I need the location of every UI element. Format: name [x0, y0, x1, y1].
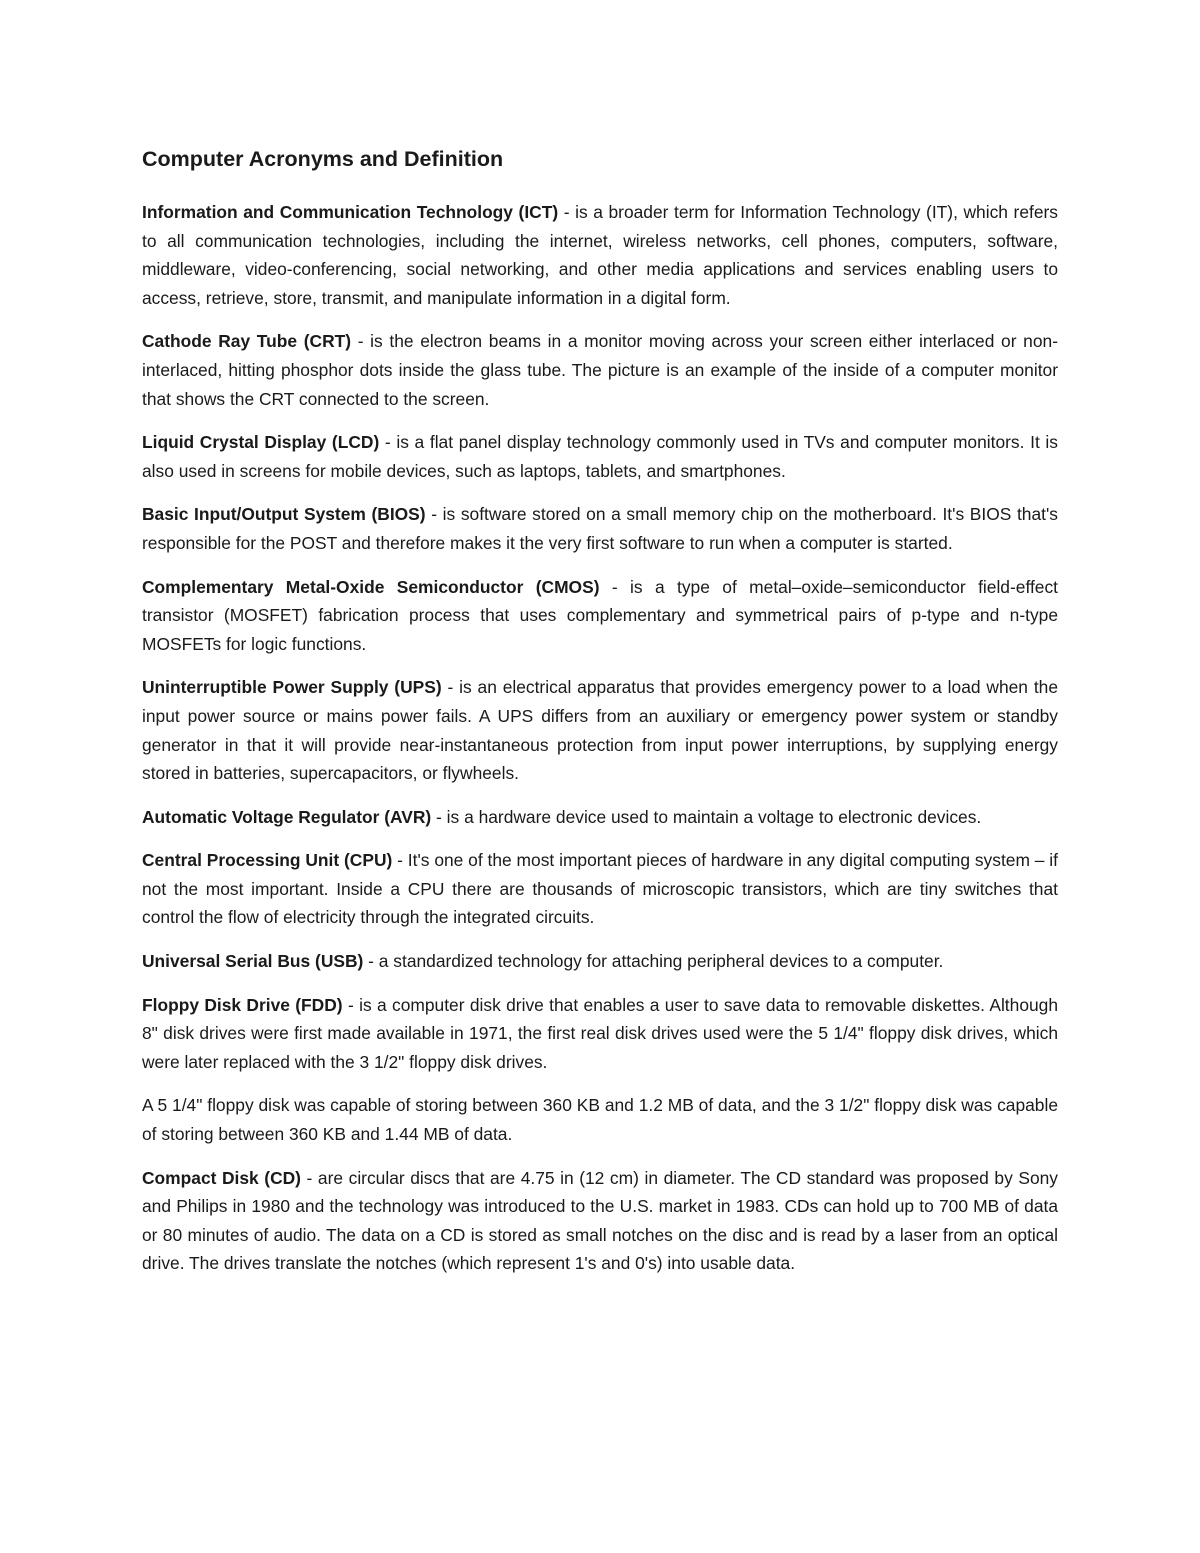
entry-cpu: [142, 846, 1058, 932]
entry-definition: - a standardized technology for attaching peripheral devices to a computer.: [363, 951, 944, 972]
entry-term: Central Processing Unit (CPU): [142, 850, 393, 871]
entry-crt: [142, 327, 1058, 413]
entry-usb: [142, 947, 1058, 976]
entry-term: Universal Serial Bus (USB): [142, 951, 364, 972]
entry-definition: - is the electron beams in a monitor moving across your screen either interlaced or non-interlaced, hitting phosphor dots inside the glass tube. The picture is an example of the inside of a computer monitor that shows the CRT connected to the screen.: [142, 331, 1058, 409]
entry-definition: - is a broader term for Information Technology (IT), which refers to all communication technologies, including the internet, wireless networks, cell phones, computers, software, middleware, video-conferencing, social networking, and other media applications and services enabling users to access, retrieve, store, transmit, and manipulate information in a digital form.: [142, 202, 1058, 308]
entry-definition: - is software stored on a small memory chip on the motherboard. It's BIOS that's responsible for the POST and therefore makes it the very first software to run when a computer is started.: [142, 504, 1058, 553]
entry-definition: - is a computer disk drive that enables a user to save data to removable diskettes. Although 8" disk drives were first made available in 1971, the first real disk drives used were the 5 1/4" floppy disk drives, which were later replaced with the 3 1/2" floppy disk drives.: [142, 994, 1059, 1072]
entry-term: Floppy Disk Drive (FDD): [142, 994, 343, 1015]
entry-definition: - is an electrical apparatus that provides emergency power to a load when the input power source or mains power fails. A UPS differs from an auxiliary or emergency power system or standby generator in that it will provide near-instantaneous protection from input power interruptions, by supplying energy stored in batteries, supercapacitors, or flywheels.: [142, 677, 1058, 784]
entry-definition: A 5 1/4" floppy disk was capable of storing between 360 KB and 1.2 MB of data, and the 3 1/2" floppy disk was capable of storing between 360 KB and 1.44 MB of data.: [142, 1095, 1058, 1145]
entry-definition: - It's one of the most important pieces of hardware in any digital computing system – if not the most important. Inside a CPU there are thousands of microscopic transistors, which are tiny switches that control the flow of electricity through the integrated circuits.: [142, 850, 1058, 928]
entry-term: Cathode Ray Tube (CRT): [142, 331, 352, 352]
document-title: Computer Acronyms and Definition: [142, 147, 504, 171]
entry-term: Information and Communication Technology (ICT): [142, 202, 559, 222]
entry-term: Complementary Metal-Oxide Semiconductor (CMOS): [142, 576, 600, 597]
entry-definition: - is a type of metal–oxide–semiconductor field-effect transistor (MOSFET) fabrication process that uses complementary and symmetrical pairs of p-type and n-type MOSFETs for logic functions.: [142, 576, 1058, 654]
entry-floppy-capacity: [142, 1091, 1058, 1148]
entry-bios: [142, 500, 1058, 557]
entry-cmos: [142, 573, 1058, 659]
entry-fdd: [142, 991, 1058, 1077]
entry-avr: [142, 803, 1058, 832]
entry-cd: [142, 1164, 1058, 1278]
entry-definition: - are circular discs that are 4.75 in (12 cm) in diameter. The CD standard was proposed by Sony and Philips in 1980 and the technology was introduced to the U.S. market in 1983. CDs can hold up to 700 MB of data or 80 minutes of audio. The data on a CD is stored as small notches on the disc and is read by a laser from an optical drive. The drives translate the notches (which represent 1's and 0's) into usable data.: [142, 1167, 1058, 1274]
document-page: [142, 142, 1058, 1293]
entry-definition: - is a flat panel display technology commonly used in TVs and computer monitors. It is also used in screens for mobile devices, such as laptops, tablets, and smartphones.: [142, 432, 1058, 481]
entry-ups: [142, 673, 1058, 787]
entry-term: Basic Input/Output System (BIOS): [142, 504, 426, 525]
entry-lcd: [142, 428, 1058, 485]
entry-ict: [142, 198, 1058, 312]
entry-definition: - is a hardware device used to maintain a voltage to electronic devices.: [431, 806, 982, 827]
entry-term: Automatic Voltage Regulator (AVR): [142, 806, 432, 827]
entry-term: Uninterruptible Power Supply (UPS): [142, 677, 442, 698]
entry-term: Liquid Crystal Display (LCD): [142, 432, 380, 453]
entry-term: Compact Disk (CD): [142, 1167, 301, 1188]
